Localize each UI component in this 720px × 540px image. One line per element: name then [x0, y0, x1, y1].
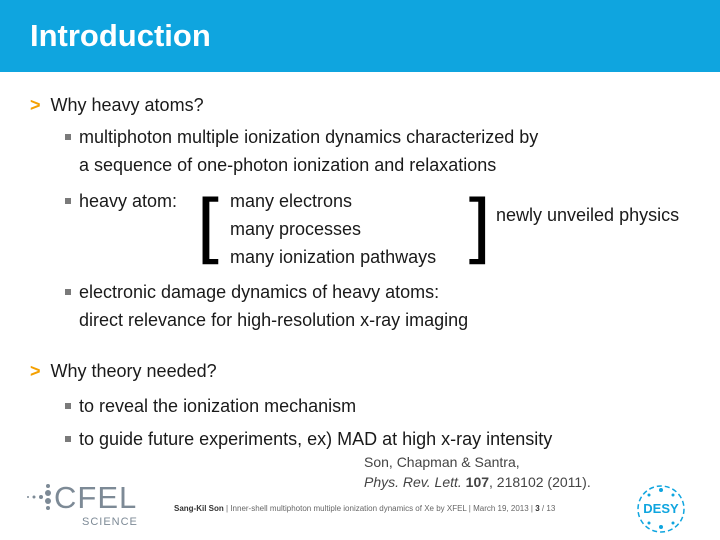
- cfel-logo: CFEL SCIENCE: [24, 478, 144, 534]
- page-number: 3: [535, 504, 540, 513]
- bullet-reveal-mechanism: to reveal the ionization mechanism: [65, 392, 356, 420]
- arrow-marker-icon: >: [30, 361, 41, 381]
- heavy-atom-list: [230, 187, 436, 271]
- bullet-electronic-damage: electronic damage dynamics of heavy atoms: direct relevance for high-resolution x-ray imaging: [65, 278, 468, 334]
- bullet-square-icon: [65, 403, 71, 409]
- bullet-guide-experiments: to guide future experiments, ex) MAD at high x-ray intensity: [65, 425, 552, 453]
- bullet-square-icon: [65, 289, 71, 295]
- section-heading-theory: > Why theory needed?: [30, 361, 217, 381]
- right-bracket: ]: [462, 183, 492, 272]
- section-heading-heavy-atoms: > Why heavy atoms?: [30, 95, 204, 115]
- bullet-heavy-atom: heavy atom:: [65, 187, 177, 215]
- newly-unveiled-physics: newly unveiled physics: [496, 205, 680, 225]
- citation: Son, Chapman & Santra, Phys. Rev. Lett. 107, 218102 (2011).: [364, 454, 591, 490]
- list-item: many ionization pathways: [230, 247, 437, 267]
- bullet-square-icon: [65, 134, 71, 140]
- cfel-dots-icon: [24, 482, 58, 512]
- list-item: many processes: [230, 219, 362, 239]
- bullet-square-icon: [65, 436, 71, 442]
- bullet-multiphoton: multiphoton multiple ionization dynamics characterized by a sequence of one-photon ionization and relaxations: [65, 123, 538, 179]
- arrow-marker-icon: >: [30, 95, 41, 115]
- bullet-square-icon: [65, 198, 71, 204]
- list-item: many electrons: [230, 191, 353, 211]
- slide-title: Introduction: [30, 18, 211, 53]
- desy-logo: DESY: [636, 484, 686, 534]
- left-bracket: [: [196, 183, 226, 272]
- footer: Sang-Kil Son | Inner-shell multiphoton multiple ionization dynamics of Xe by XFEL | March 19, 2013 | 3 / 13: [174, 504, 556, 513]
